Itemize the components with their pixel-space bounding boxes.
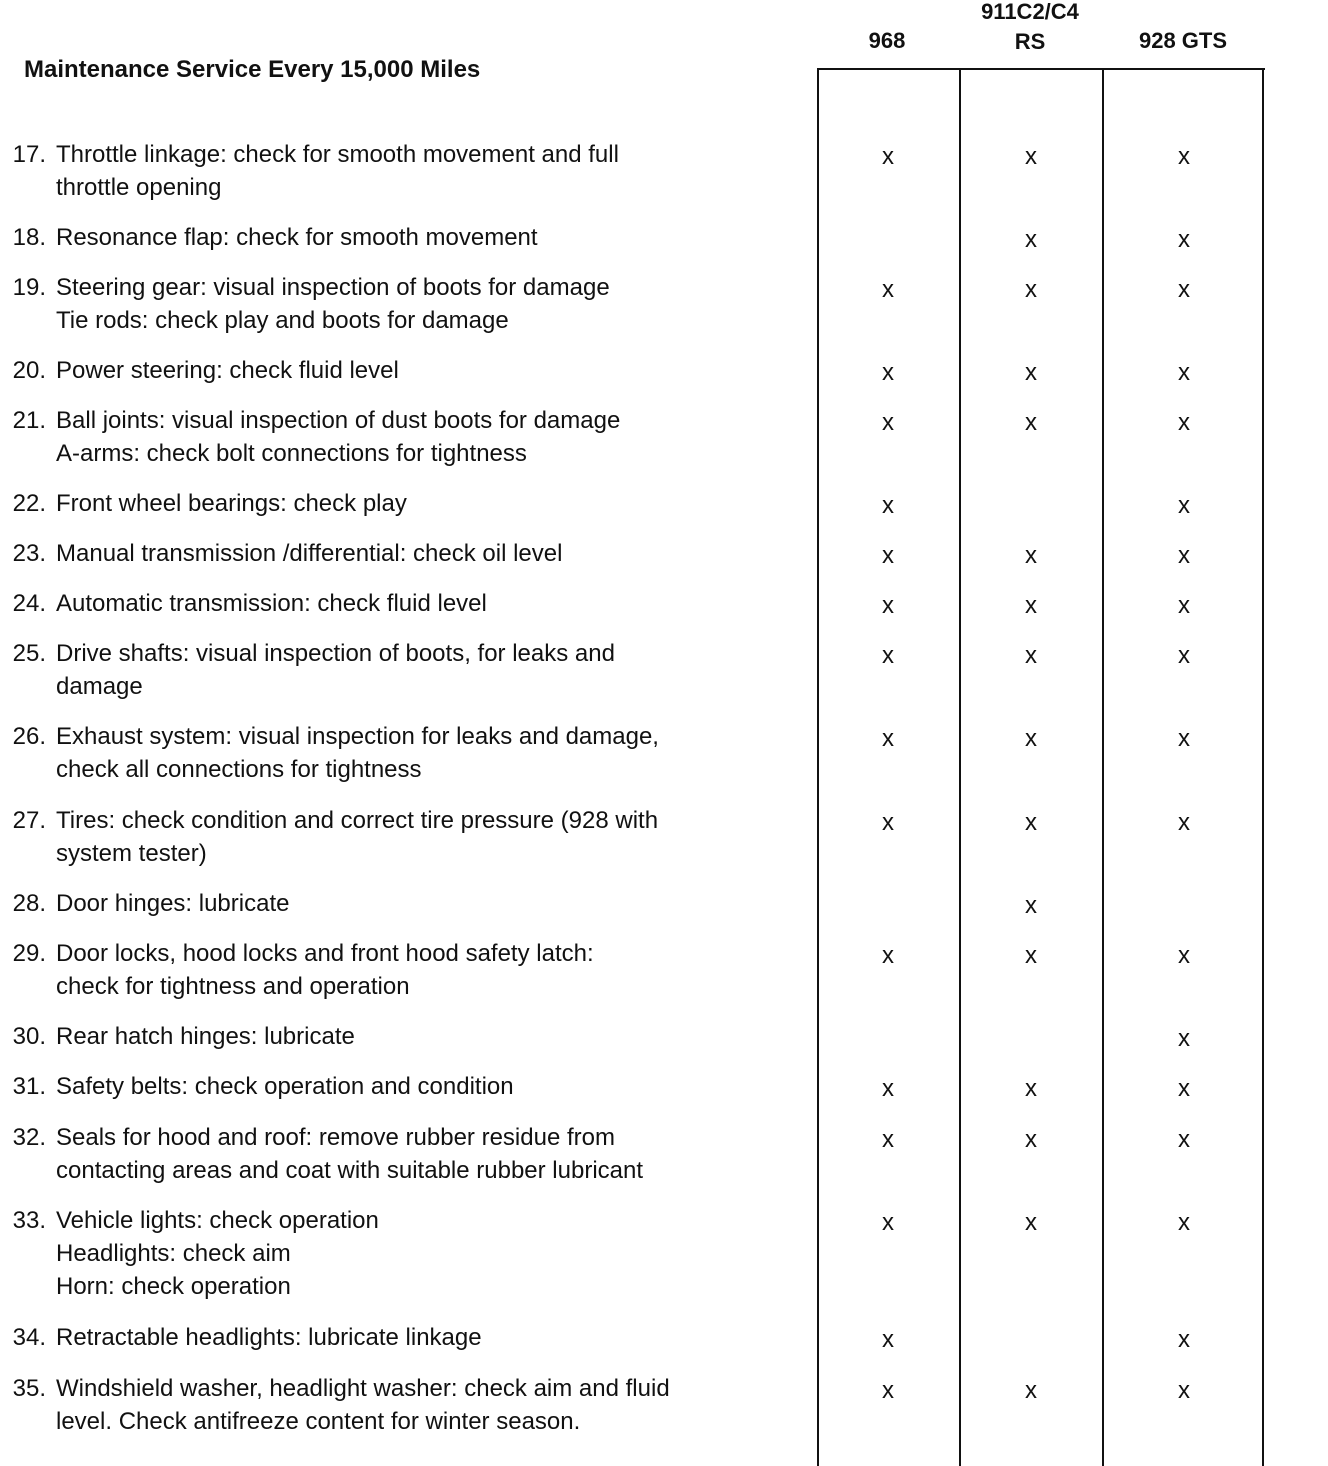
item-description-line: Resonance flap: check for smooth movement <box>56 224 538 251</box>
check-mark-911: x <box>1025 1377 1037 1404</box>
item-description-line: throttle opening <box>56 174 222 201</box>
item-number: 35. <box>12 1375 46 1402</box>
check-mark-928: x <box>1178 1326 1190 1353</box>
item-number: 21. <box>12 407 46 434</box>
check-mark-911: x <box>1025 809 1037 836</box>
column-header-911-line1: 911C2/C4 <box>981 0 1079 24</box>
check-mark-968: x <box>882 143 894 170</box>
check-mark-928: x <box>1178 143 1190 170</box>
item-number: 27. <box>12 807 46 834</box>
item-description <box>56 271 796 337</box>
item-description <box>56 1070 796 1103</box>
item-description <box>56 1204 796 1303</box>
check-mark-911: x <box>1025 409 1037 436</box>
item-description-line: Front wheel bearings: check play <box>56 490 407 517</box>
item-description <box>56 1121 796 1187</box>
check-mark-928: x <box>1178 725 1190 752</box>
item-description-line: Automatic transmission: check fluid level <box>56 590 487 617</box>
item-number: 25. <box>12 640 46 667</box>
check-mark-928: x <box>1178 642 1190 669</box>
item-description-line: contacting areas and coat with suitable rubber lubricant <box>56 1157 644 1184</box>
check-mark-968: x <box>882 1377 894 1404</box>
item-description-line: check for tightness and operation <box>56 973 410 1000</box>
item-description-line: level. Check antifreeze content for winter season. <box>56 1408 581 1435</box>
check-mark-911: x <box>1025 725 1037 752</box>
item-description-line: Headlights: check aim <box>56 1240 291 1267</box>
check-mark-968: x <box>882 1075 894 1102</box>
check-mark-911: x <box>1025 892 1037 919</box>
item-description-line: Tie rods: check play and boots for damage <box>56 307 509 334</box>
check-mark-928: x <box>1178 409 1190 436</box>
item-description-line: Vehicle lights: check operation <box>56 1207 379 1234</box>
check-mark-968: x <box>882 409 894 436</box>
check-mark-911: x <box>1025 642 1037 669</box>
table-divider-right <box>1262 70 1264 1466</box>
check-mark-928: x <box>1178 942 1190 969</box>
item-description <box>56 937 796 1003</box>
check-mark-928: x <box>1178 1075 1190 1102</box>
column-header-911-line2: RS <box>1014 29 1046 54</box>
check-mark-911: x <box>1025 143 1037 170</box>
item-number: 22. <box>12 490 46 517</box>
item-description-line: Steering gear: visual inspection of boots for damage <box>56 274 610 301</box>
item-number: 18. <box>12 224 46 251</box>
table-divider-left <box>817 70 819 1466</box>
check-mark-911: x <box>1025 542 1037 569</box>
check-mark-911: x <box>1025 1075 1037 1102</box>
item-number: 34. <box>12 1324 46 1351</box>
item-description <box>56 354 796 387</box>
item-description-line: Manual transmission /differential: check oil level <box>56 540 563 567</box>
check-mark-968: x <box>882 809 894 836</box>
column-header-911 <box>955 0 1105 57</box>
column-header-928-line: 928 GTS <box>1138 28 1228 53</box>
check-mark-928: x <box>1178 592 1190 619</box>
check-mark-928: x <box>1178 492 1190 519</box>
check-mark-911: x <box>1025 226 1037 253</box>
item-description-line: Throttle linkage: check for smooth movement and full <box>56 141 619 168</box>
item-description-line: Tires: check condition and correct tire pressure (928 with <box>56 807 659 834</box>
check-mark-968: x <box>882 276 894 303</box>
item-description-line: Safety belts: check operation and condition <box>56 1073 514 1100</box>
item-description-line: Power steering: check fluid level <box>56 357 399 384</box>
item-number: 17. <box>12 141 46 168</box>
check-mark-911: x <box>1025 276 1037 303</box>
check-mark-968: x <box>882 1209 894 1236</box>
item-description-line: Ball joints: visual inspection of dust boots for damage <box>56 407 621 434</box>
item-description-line: Drive shafts: visual inspection of boots, for leaks and <box>56 640 615 667</box>
check-mark-911: x <box>1025 1209 1037 1236</box>
check-mark-968: x <box>882 542 894 569</box>
item-number: 30. <box>12 1023 46 1050</box>
column-header-968 <box>812 26 962 56</box>
check-mark-928: x <box>1178 1126 1190 1153</box>
item-description <box>56 1020 796 1053</box>
check-mark-968: x <box>882 492 894 519</box>
item-description <box>56 887 796 920</box>
check-mark-911: x <box>1025 942 1037 969</box>
check-mark-928: x <box>1178 1209 1190 1236</box>
item-description <box>56 537 796 570</box>
item-description-line: check all connections for tightness <box>56 756 422 783</box>
item-description-line: Exhaust system: visual inspection for leaks and damage, <box>56 723 659 750</box>
item-description <box>56 1372 796 1438</box>
column-header-968-line: 968 <box>868 28 906 53</box>
check-mark-968: x <box>882 725 894 752</box>
check-mark-968: x <box>882 1326 894 1353</box>
item-description <box>56 404 796 470</box>
page-title: Maintenance Service Every 15,000 Miles <box>24 56 481 83</box>
check-mark-928: x <box>1178 1025 1190 1052</box>
item-number: 28. <box>12 890 46 917</box>
item-number: 19. <box>12 274 46 301</box>
item-number: 29. <box>12 940 46 967</box>
check-mark-928: x <box>1178 542 1190 569</box>
check-mark-968: x <box>882 642 894 669</box>
check-mark-928: x <box>1178 226 1190 253</box>
item-description-line: damage <box>56 673 143 700</box>
item-description <box>56 138 796 204</box>
table-top-rule <box>817 68 1265 70</box>
column-header-928 <box>1108 26 1258 56</box>
item-description-line: Windshield washer, headlight washer: check aim and fluid <box>56 1375 670 1402</box>
item-number: 26. <box>12 723 46 750</box>
item-description <box>56 587 796 620</box>
item-number: 31. <box>12 1073 46 1100</box>
check-mark-968: x <box>882 942 894 969</box>
item-number: 20. <box>12 357 46 384</box>
item-description-line: Door locks, hood locks and front hood safety latch: <box>56 940 594 967</box>
check-mark-928: x <box>1178 359 1190 386</box>
check-mark-968: x <box>882 359 894 386</box>
check-mark-968: x <box>882 1126 894 1153</box>
table-divider-2 <box>1102 70 1104 1466</box>
item-description <box>56 487 796 520</box>
check-mark-911: x <box>1025 1126 1037 1153</box>
item-number: 33. <box>12 1207 46 1234</box>
item-description <box>56 804 796 870</box>
check-mark-968: x <box>882 592 894 619</box>
check-mark-911: x <box>1025 359 1037 386</box>
item-description <box>56 1321 796 1354</box>
check-mark-928: x <box>1178 809 1190 836</box>
item-description-line: system tester) <box>56 840 207 867</box>
item-number: 32. <box>12 1124 46 1151</box>
item-description-line: Door hinges: lubricate <box>56 890 290 917</box>
check-mark-928: x <box>1178 1377 1190 1404</box>
table-divider-1 <box>959 70 961 1466</box>
item-description <box>56 221 796 254</box>
item-description-line: Rear hatch hinges: lubricate <box>56 1023 355 1050</box>
item-description-line: Retractable headlights: lubricate linkage <box>56 1324 482 1351</box>
item-description-line: Seals for hood and roof: remove rubber residue from <box>56 1124 615 1151</box>
item-number: 23. <box>12 540 46 567</box>
item-number: 24. <box>12 590 46 617</box>
check-mark-928: x <box>1178 276 1190 303</box>
item-description-line: Horn: check operation <box>56 1273 291 1300</box>
item-description <box>56 720 796 786</box>
item-description-line: A-arms: check bolt connections for tightness <box>56 440 527 467</box>
check-mark-911: x <box>1025 592 1037 619</box>
item-description <box>56 637 796 703</box>
